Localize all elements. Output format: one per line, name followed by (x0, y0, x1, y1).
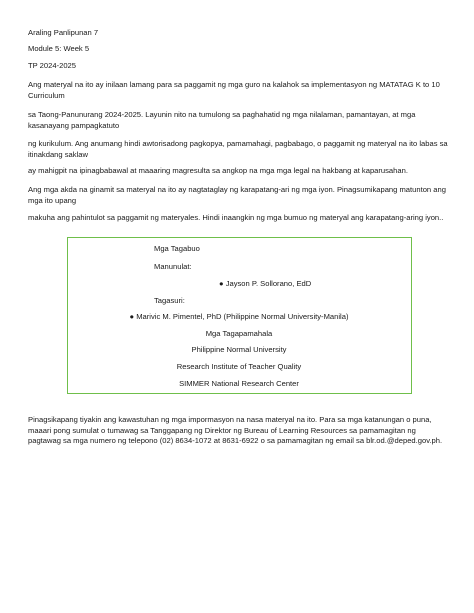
footer-note: Pinagsikapang tiyakin ang kawastuhan ng mga impormasyon na nasa materyal na ito. Para sa mga katanungan o puna, maaari pong sumulat o tumawag sa Tanggapang ng Direktor ng Bureau of Learning Resources sa pamamagitan ng pagtawag sa mga numero ng telepono (02) 8634-1072 at 8631-6922 o sa pamamagitan ng email sa blr.od.@deped.gov.ph. (28, 415, 443, 445)
paragraph-1: Ang materyal na ito ay inilaan lamang para sa paggamit ng mga guro na kalahok sa implementasyon ng MATATAG K to 10 Curriculum (28, 80, 440, 100)
paragraph-4: ay mahigpit na ipinagbabawal at maaaring magresulta sa angkop na mga mga legal na hakbang at kaparusahan. (28, 166, 408, 175)
paragraph-6: makuha ang pahintulot sa paggamit ng materyales. Hindi inaangkin ng mga bumuo ng materyal ang karapatang-aring iyon.. (28, 213, 444, 222)
reviewer-name: ● Marivic M. Pimentel, PhD (Philippine Normal University-Manila) (129, 312, 349, 321)
paragraph-2: sa Taong-Panunurang 2024-2025. Layunin nito na tumulong sa paghahatid ng mga nilalaman, pamantayan, at mga kasanayang pampagkatuto (28, 110, 416, 130)
term-label: TP 2024-2025 (28, 61, 76, 70)
paragraph-5: Ang mga akda na ginamit sa materyal na ito ay nagtataglay ng karapatang-ari ng mga iyon. Pinagsumikapang matunton ang mga ito upang (28, 185, 446, 205)
paragraph-3: ng kurikulum. Ang anumang hindi awtorisadong pagkopya, pamamahagi, pagbabago, o paggamit ng materyal na ito labas sa itinakdang saklaw (28, 139, 448, 159)
reviewer-label: Tagasuri: (154, 296, 185, 305)
credits-box (67, 237, 412, 394)
writer-label: Manunulat: (154, 262, 192, 271)
subject-title: Araling Panlipunan 7 (28, 28, 99, 37)
organization-2: Research Institute of Teacher Quality (176, 362, 302, 371)
managers-label: Mga Tagapamahala (205, 329, 273, 338)
organization-3: SIMMER National Research Center (179, 379, 299, 388)
module-label: Module 5: Week 5 (28, 44, 90, 53)
organization-1: Philippine Normal University (191, 345, 287, 354)
writer-name: ● Jayson P. Sollorano, EdD (219, 279, 312, 288)
credits-heading: Mga Tagabuo (154, 244, 200, 253)
